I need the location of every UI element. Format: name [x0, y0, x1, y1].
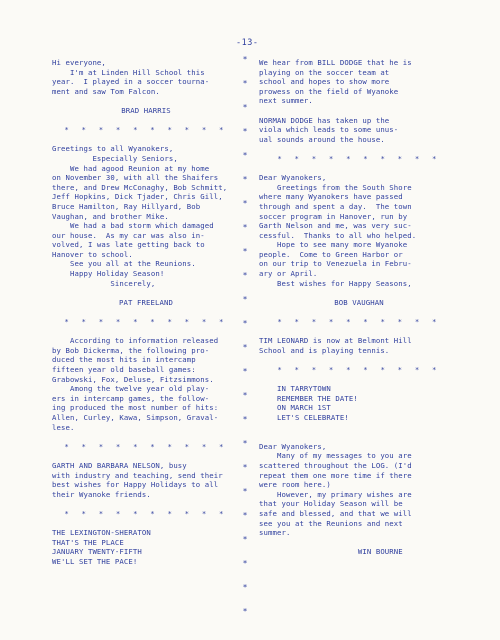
text-line: Garth Nelson and me, was very suc- [259, 221, 412, 231]
text-line: Many of my messages to you are [259, 451, 412, 461]
text-line [259, 307, 459, 317]
left-column [52, 58, 240, 566]
text-line: ment and saw Tom Falcon. [52, 86, 160, 96]
separator-stars: * * * * * * * * * * [64, 317, 228, 327]
text-line [52, 96, 240, 106]
text-line: School and is playing tennis. [259, 345, 390, 355]
text-line [52, 307, 240, 317]
text-line: cessful. Thanks to all who helped. [259, 230, 417, 240]
text-line: Allen, Curley, Kawa, Simpson, Graval- [52, 412, 219, 422]
text-line: were room here.) [259, 480, 331, 490]
text-line: See you all at the Reunions. [52, 259, 196, 269]
text-line: Especially Seniors, [52, 153, 178, 163]
text-line: next summer. [259, 96, 313, 106]
divider-asterisk: * [242, 415, 248, 424]
divider-asterisk: * [242, 199, 248, 208]
divider-asterisk: * [242, 271, 248, 280]
text-line: JANUARY TWENTY-FIFTH [52, 547, 142, 557]
text-line: on our trip to Venezuela in Febru- [259, 259, 412, 269]
separator-stars: * * * * * * * * * * [64, 508, 228, 518]
text-line: WE'LL SET THE PACE! [52, 556, 138, 566]
separator-stars: * * * * * * * * * * [277, 317, 441, 327]
divider-asterisk: * [242, 607, 248, 616]
text-line: PAT FREELAND [119, 297, 173, 307]
text-line: lese. [52, 422, 75, 432]
text-line: BRAD HARRIS [121, 105, 171, 115]
divider-asterisk: * [242, 151, 248, 160]
text-line: summer. [259, 528, 291, 538]
text-line: Vaughan, and brother Mike. [52, 211, 169, 221]
text-line: see you at the Reunions and next [259, 518, 403, 528]
text-line: ers in intercamp games, the follow- [52, 393, 210, 403]
text-line: fifteen year old baseball games: [52, 365, 196, 374]
text-line: soccer program in Hanover, run by [259, 211, 408, 221]
right-column [259, 58, 459, 557]
text-line: playing on the soccer team at [259, 67, 390, 77]
page-number: -13- [236, 38, 259, 48]
text-line: Happy Holiday Season! [52, 269, 165, 279]
text-line: Sincerely, [52, 278, 156, 288]
text-line [259, 423, 459, 433]
text-line [52, 135, 240, 145]
text-line [52, 519, 240, 529]
text-line: I'm at Linden Hill School this [52, 67, 205, 77]
text-line: Dear Wyanokers, [259, 173, 327, 183]
text-line: WIN BOURNE [259, 547, 403, 557]
text-line: ON MARCH 1ST [259, 403, 331, 413]
text-line: year. I played in a soccer tourna- [52, 77, 210, 87]
divider-asterisk: * [242, 55, 248, 64]
text-line [259, 288, 459, 298]
text-line: scattered throughout the LOG. (I'd [259, 460, 412, 470]
divider-asterisk: * [242, 319, 248, 328]
divider-asterisk: * [242, 439, 248, 448]
text-line: duced the most hits in intercamp [52, 355, 196, 365]
text-line: through and spent a day. The town [259, 201, 412, 211]
text-line: We had agood Reunion at my home [52, 163, 210, 173]
divider-asterisk: * [242, 463, 248, 472]
text-line: by Bob Dickerma, the following pro- [52, 345, 210, 355]
text-line: viola which leads to some unus- [259, 125, 399, 135]
text-line [259, 164, 459, 174]
text-line: GARTH AND BARBARA NELSON, busy [52, 460, 187, 470]
text-line: We hear from BILL DODGE that he is [259, 58, 412, 67]
divider-asterisk: * [242, 559, 248, 568]
divider-asterisk: * [242, 535, 248, 544]
text-line: school and hopes to show more [259, 77, 390, 87]
text-line: REMEMBER THE DATE! [259, 393, 358, 403]
text-line: BOB VAUGHAN [334, 297, 384, 307]
divider-asterisk: * [242, 79, 248, 88]
text-line: LET'S CELEBRATE! [259, 412, 349, 422]
text-line: Grabowski, Fox, Deluse, Fitzsimmons. [52, 374, 214, 384]
text-line: ing produced the most number of hits: [52, 403, 219, 413]
text-line [259, 327, 459, 337]
text-line: there, and Drew McConaghy, Bob Schmitt, [52, 182, 228, 192]
divider-asterisk: * [242, 103, 248, 112]
text-line: THAT'S THE PLACE [52, 537, 124, 547]
text-line: Hanover to school. [52, 249, 133, 259]
text-line: Dear Wyanokers, [259, 441, 327, 451]
text-line: repeat them one more time if there [259, 470, 412, 480]
text-line [259, 144, 459, 154]
text-line [259, 538, 459, 548]
column-divider [239, 56, 251, 616]
text-line: We had a bad storm which damaged [52, 221, 214, 231]
text-line: Greetings from the South Shore [259, 182, 412, 192]
text-line: Best wishes for Happy Seasons, [259, 278, 412, 288]
divider-asterisk: * [242, 583, 248, 592]
divider-asterisk: * [242, 391, 248, 400]
text-line: THE LEXINGTON-SHERATON [52, 528, 151, 538]
text-line: people. Come to Green Harbor or [259, 249, 403, 259]
text-line: Greetings to all Wyanokers, [52, 144, 174, 154]
text-line [52, 327, 240, 337]
text-line: where many Wyanokers have passed [259, 192, 403, 202]
text-line [259, 432, 459, 442]
text-line: that your Holiday Season will be [259, 499, 403, 509]
divider-asterisk: * [242, 511, 248, 520]
text-line [52, 288, 240, 298]
separator-stars: * * * * * * * * * * [64, 441, 228, 451]
text-line: volved, I was late getting back to [52, 240, 205, 250]
divider-asterisk: * [242, 223, 248, 232]
text-line: their Wyanoke friends. [52, 489, 151, 499]
text-line: Hi everyone, [52, 58, 106, 67]
text-line: ary or April. [259, 269, 318, 279]
text-line: Among the twelve year old play- [52, 384, 210, 394]
text-line [52, 451, 240, 461]
text-line: Jeff Hopkins, Dick Tjader, Chris Gill, [52, 192, 223, 202]
divider-asterisk: * [242, 343, 248, 352]
text-line: ual sounds around the house. [259, 134, 385, 144]
text-line [52, 116, 240, 126]
text-line: our house. As my car was also in- [52, 230, 205, 240]
text-line: on November 30, with all the Shaifers [52, 173, 219, 183]
separator-stars: * * * * * * * * * * [277, 365, 441, 374]
text-line: Bruce Hamilton, Ray Hillyard, Bob [52, 201, 201, 211]
text-line: According to information released [52, 336, 219, 346]
separator-stars: * * * * * * * * * * [64, 125, 228, 135]
divider-asterisk: * [242, 127, 248, 136]
divider-asterisk: * [242, 367, 248, 376]
text-line: best wishes for Happy Holidays to all [52, 480, 219, 490]
text-line [52, 432, 240, 442]
text-line [52, 499, 240, 509]
text-line [259, 106, 459, 116]
text-line [259, 375, 459, 385]
divider-asterisk: * [242, 295, 248, 304]
text-line: safe and blessed, and that we will [259, 508, 412, 518]
divider-asterisk: * [242, 487, 248, 496]
text-line [259, 355, 459, 365]
text-line: Hope to see many more Wyanoke [259, 240, 408, 250]
text-line: NORMAN DODGE has taken up the [259, 115, 390, 125]
divider-asterisk: * [242, 175, 248, 184]
separator-stars: * * * * * * * * * * [277, 153, 441, 163]
text-line: with industry and teaching, send their [52, 470, 223, 480]
text-line: IN TARRYTOWN [259, 384, 331, 394]
text-line: prowess on the field of Wyanoke [259, 86, 399, 96]
divider-asterisk: * [242, 247, 248, 256]
text-line: However, my primary wishes are [259, 489, 412, 499]
text-line: TIM LEONARD is now at Belmont Hill [259, 336, 412, 346]
